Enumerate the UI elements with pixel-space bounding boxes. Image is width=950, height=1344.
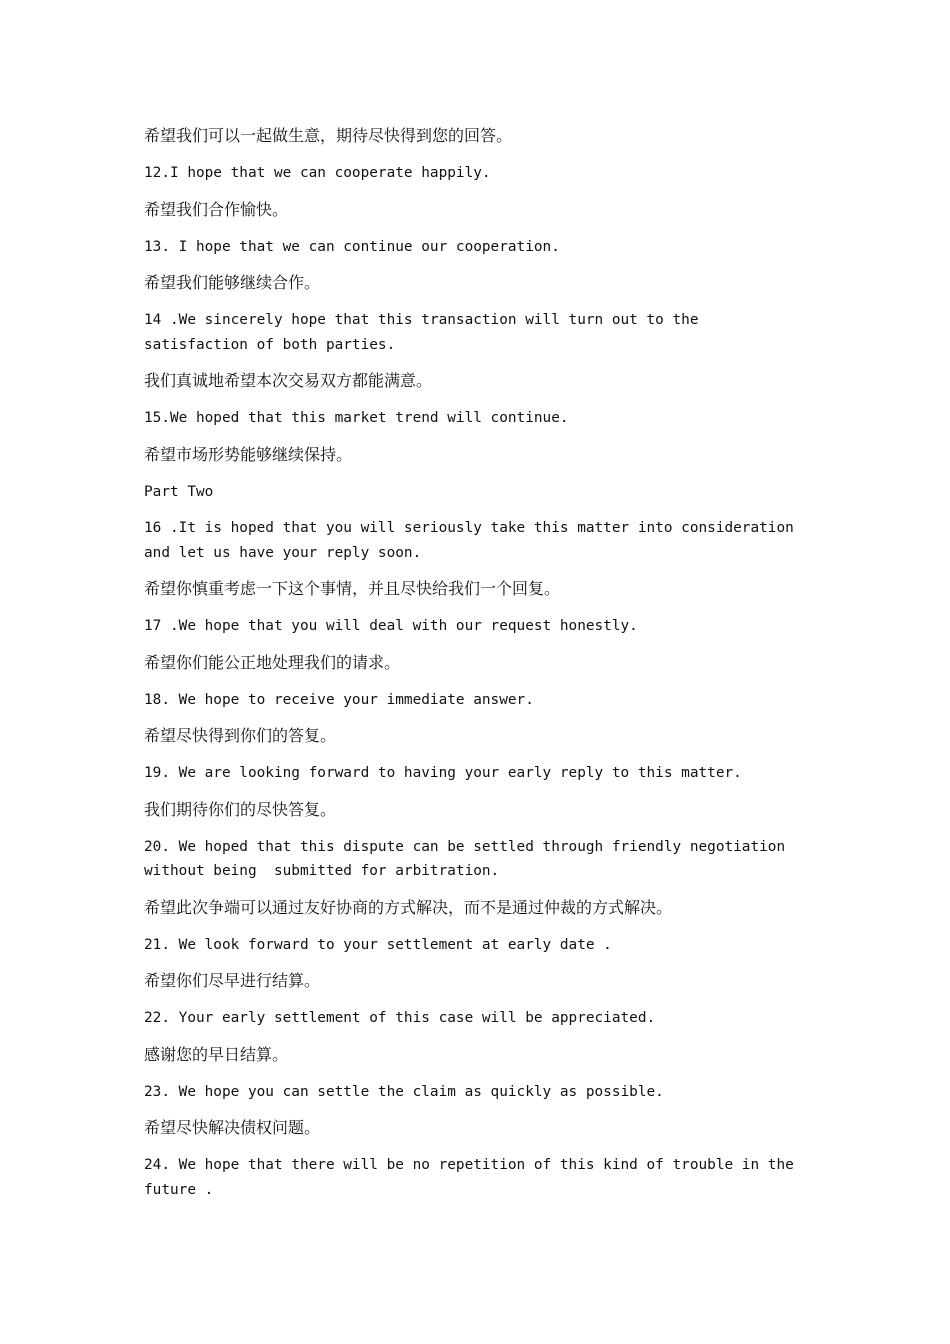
text-line-en: 20. We hoped that this dispute can be settled through friendly negotiation without being submitted for arbitration. bbox=[144, 838, 786, 879]
text-line-cn: 希望你们能公正地处理我们的请求。 bbox=[144, 652, 401, 672]
text-line-cn: 希望我们合作愉快。 bbox=[144, 199, 289, 219]
text-line-cn: 希望你慎重考虑一下这个事情，并且尽快给我们一个回复。 bbox=[144, 579, 561, 598]
text-line-en: 15.We hoped that this market trend will continue. bbox=[144, 410, 569, 426]
text-line-en: 12.I hope that we can cooperate happily. bbox=[144, 165, 491, 181]
text-line-en: 13. I hope that we can continue our cooperation. bbox=[144, 238, 560, 255]
text-line-cn: 感谢您的早日结算。 bbox=[144, 1044, 289, 1064]
text-line-en: 14 .We sincerely hope that this transaction will turn out to the satisfaction of both parties. bbox=[144, 312, 699, 353]
text-line-cn: 希望市场形势能够继续保持。 bbox=[144, 444, 353, 464]
text-line-cn: 希望我们可以一起做生意，期待尽快得到您的回答。 bbox=[144, 126, 513, 145]
text-line-en: 16 .It is hoped that you will seriously take this matter into consideration and let us have your reply soon. bbox=[144, 520, 794, 561]
text-line-en: 22. Your early settlement of this case will be appreciated. bbox=[144, 1010, 656, 1026]
section-heading: Part Two bbox=[144, 483, 214, 500]
text-line-en: 23. We hope you can settle the claim as quickly as possible. bbox=[144, 1083, 664, 1100]
text-line-cn: 希望尽快得到你们的答复。 bbox=[144, 726, 337, 745]
text-line-en: 18. We hope to receive your immediate answer. bbox=[144, 691, 534, 708]
text-line-cn: 我们期待你们的尽快答复。 bbox=[144, 799, 337, 819]
text-line-cn: 希望尽快解决债权问题。 bbox=[144, 1118, 321, 1137]
text-line-en: 24. We hope that there will be no repetition of this kind of trouble in the future . bbox=[144, 1157, 794, 1198]
text-line-cn: 希望此次争端可以通过友好协商的方式解决，而不是通过仲裁的方式解决。 bbox=[144, 897, 673, 917]
text-line-cn: 希望你们尽早进行结算。 bbox=[144, 971, 321, 990]
text-line-en: 19. We are looking forward to having your early reply to this matter. bbox=[144, 765, 742, 781]
text-line-en: 17 .We hope that you will deal with our request honestly. bbox=[144, 618, 638, 634]
text-line-en: 21. We look forward to your settlement at early date . bbox=[144, 936, 612, 953]
text-line-cn: 希望我们能够继续合作。 bbox=[144, 273, 321, 292]
document-body bbox=[144, 124, 824, 1214]
text-line-cn: 我们真诚地希望本次交易双方都能满意。 bbox=[144, 371, 433, 390]
